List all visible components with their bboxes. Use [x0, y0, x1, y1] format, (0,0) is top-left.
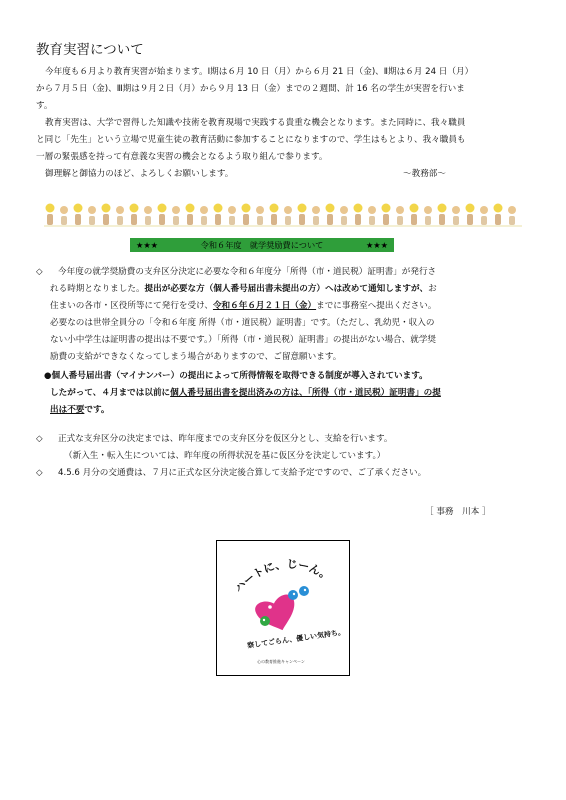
deadline-date: 令和６年６月２１日（金） [212, 301, 317, 311]
section-banner [130, 238, 394, 252]
section1-bold-line-3 [50, 402, 109, 419]
diamond-bullet: ◇ [36, 468, 43, 478]
office-signature: ［ 事務 川本 ］ [425, 507, 491, 517]
section2-text-1: 正式な支弁区分の決定までは、昨年度までの支弁区分を仮区分とし、支給を行います。 [58, 434, 393, 444]
section1-text-2b: 提出が必要な方（個人番号届出書未提出の方）へは改めて通知しますが、 [144, 284, 429, 294]
section1-line-2 [50, 281, 437, 298]
section2-line-2: （新入生・転入生については、昨年度の所得状況を基に仮区分を決定しています。） [64, 451, 386, 461]
section1-bold-line-2 [50, 385, 441, 402]
section1-line-1 [36, 264, 436, 281]
svg-text:察してごらん、優しい気持ち。: 察してごらん、優しい気持ち。 [246, 628, 346, 650]
section3-line-1 [36, 465, 426, 482]
heart-bird-logo-icon [217, 541, 347, 673]
diamond-bullet: ◇ [36, 267, 43, 277]
svg-text:心の教育推進キャンペーン: 心の教育推進キャンペーン [257, 659, 305, 664]
svg-text:ハートに、じーん。: ハートに、じーん。 [232, 557, 334, 595]
intro-line-5: と同じ「先生」という立場で児童生徒の教育活動に参加することになりますので、学生はもとより、我々職員も [36, 135, 466, 145]
section1-text-3c: までに事務室へ提出ください。 [316, 301, 437, 311]
mynumber-notice: ●個人番号届出書（マイナンバー）の提出によって所得情報を取得できる制度が導入されています。 [44, 371, 428, 381]
intro-line-6: 一層の緊張感を持って有意義な実習の機会となるよう取り組んで参ります。 [36, 152, 328, 162]
section1-bold-2a: したがって、４月までは以前に [50, 388, 171, 398]
section1-bold-3a: 出は不要 [50, 405, 85, 415]
intro-line-7: 御理解と御協力のほど、よろしくお願いします。 [45, 169, 234, 179]
section1-line-6: 励費の支給ができなくなってしまう場合がありますので、ご留意願います。 [50, 352, 342, 362]
section1-line-3 [50, 298, 436, 315]
section1-text-2a: れる時期となりました。 [50, 284, 145, 294]
intro-line-4: 教育実習は、大学で習得した知識や技術を教育現場で実践する貴重な機会となります。また同時に、我々職員 [45, 118, 466, 128]
section1-text-1: 今年度の就学奨励費の支弁区分決定に必要な令和６年度分「所得（市・道民税）証明書」が発行さ [58, 267, 437, 277]
section2-line-1 [36, 431, 392, 448]
decorative-border [44, 200, 522, 228]
section3-text-1: 4.5.6 月分の交通費は、７月に正式な区分決定後合算して支給予定ですので、ご了承ください。 [58, 468, 427, 478]
intro-line-2: から７月５日（金)、Ⅲ期は９月２日（月）から９月 13 日（金）までの２週間、計 16 名の学生が実習を行いま [36, 84, 465, 94]
banner-title: 令和６年度 就学奨励費について [200, 240, 324, 250]
campaign-logo [216, 540, 350, 676]
department-signature: ～教務部～ [403, 169, 446, 179]
section1-bold-line-1 [44, 368, 428, 385]
page-title: 教育実習について [36, 42, 144, 58]
diamond-bullet: ◇ [36, 434, 43, 444]
section1-bold-3b: です。 [84, 405, 110, 415]
intro-line-3: す。 [36, 101, 53, 111]
banner-stars-right: ★★★ [365, 240, 388, 250]
section1-text-2c: お [428, 284, 437, 294]
section1-text-3a: 住まいの各市・区役所等にて発行を受け、 [50, 301, 213, 311]
section1-line-5: ない小中学生は証明書の提出は不要です。）「所得（市・道民税）証明書」の提出がない場合、就学奨 [50, 335, 437, 345]
intro-line-1: 今年度も６月より教育実習が始まります。Ⅰ期は６月 10 日（月）から６月 21 日（金)、Ⅱ期は６月 24 日（月） [45, 67, 474, 77]
section1-bold-2b: 個人番号届出書を提出済みの方は、「所得（市・道民税）証明書」の提 [170, 388, 441, 398]
section1-line-4: 必要なのは世帯全員分の「令和６年度 所得（市・道民税）証明書」です。（ただし、乳幼児・収入の [50, 318, 435, 328]
banner-stars-left: ★★★ [136, 240, 159, 250]
